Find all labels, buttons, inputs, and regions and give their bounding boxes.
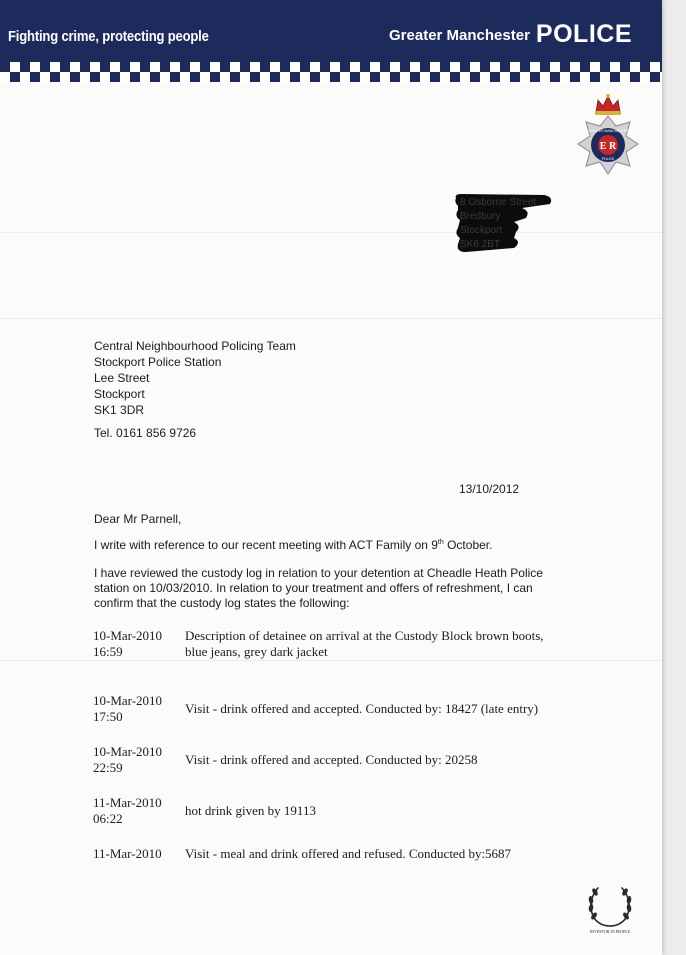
redacted-address-line-3: Stockport	[460, 225, 503, 236]
checker-square	[10, 72, 20, 82]
checker-square	[350, 72, 360, 82]
checker-square	[130, 72, 140, 82]
redacted-address-line-4: SK6 2BT	[460, 239, 501, 250]
paper-fold	[0, 232, 662, 233]
checker-square	[540, 62, 550, 72]
log-entry-description	[185, 752, 477, 768]
checker-square	[240, 62, 250, 72]
checker-square	[110, 72, 120, 82]
checker-square	[450, 72, 460, 82]
sender-telephone: Tel. 0161 856 9726	[94, 426, 197, 440]
checker-square	[180, 62, 190, 72]
checker-square	[90, 72, 100, 82]
checker-square	[100, 62, 110, 72]
crest-monogram: E R	[599, 141, 617, 152]
checker-square	[480, 62, 490, 72]
checker-square	[510, 72, 520, 82]
log-entry-line: Visit - drink offered and accepted. Conducted by: 20258	[185, 752, 478, 767]
checker-square	[420, 62, 430, 72]
sender-address-line: Stockport	[94, 387, 145, 401]
crest-text-top: GREATER MANCHESTER	[587, 129, 629, 133]
log-entry-description	[185, 846, 511, 862]
organisation-police: POLICE	[535, 20, 632, 48]
ordinal-suffix: th	[437, 539, 444, 546]
log-entry-time: 17:50	[93, 709, 123, 724]
sender-address	[94, 338, 296, 418]
sender-address-line: Stockport Police Station	[94, 355, 222, 369]
log-entry-datetime	[93, 846, 162, 862]
redacted-address-line-2: Bredbury	[460, 211, 501, 222]
checker-square	[170, 72, 180, 82]
checker-square	[600, 62, 610, 72]
checker-square	[230, 72, 240, 82]
checker-square	[610, 72, 620, 82]
log-entry-description	[185, 701, 538, 717]
paragraph-text: October.	[443, 538, 493, 552]
checker-square	[390, 72, 400, 82]
log-entry-time: 16:59	[93, 644, 123, 659]
log-entry-time: 22:59	[93, 760, 123, 775]
checker-square	[370, 72, 380, 82]
checker-square	[520, 62, 530, 72]
log-entry-line: Description of detainee on arrival at the Custody Block brown boots,	[185, 628, 544, 643]
checker-square	[400, 62, 410, 72]
checker-square	[410, 72, 420, 82]
checker-square	[50, 72, 60, 82]
checker-square	[460, 62, 470, 72]
log-entry-time: 06:22	[93, 811, 123, 826]
checker-square	[40, 62, 50, 72]
sender-address-line: SK1 3DR	[94, 403, 145, 417]
checker-square	[590, 72, 600, 82]
log-entry-line: hot drink given by 19113	[185, 803, 316, 818]
log-entry-date: 11-Mar-2010	[93, 846, 162, 861]
checker-square	[280, 62, 290, 72]
log-entry-description	[185, 803, 316, 819]
checker-square	[650, 72, 660, 82]
investor-in-people-text: INVESTOR IN PEOPLE	[589, 929, 631, 934]
checker-square	[200, 62, 210, 72]
bleed-through-text	[120, 120, 123, 132]
checker-square	[660, 62, 662, 72]
checker-square	[150, 72, 160, 82]
gmp-star-badge-icon	[572, 92, 644, 184]
checker-square	[470, 72, 480, 82]
checker-square	[140, 62, 150, 72]
paper-fold	[0, 660, 662, 661]
checker-square	[290, 72, 300, 82]
checkered-band	[0, 62, 662, 82]
checker-square	[20, 62, 30, 72]
checker-square	[190, 72, 200, 82]
checker-square	[620, 62, 630, 72]
organisation-name	[389, 20, 632, 49]
log-entry-datetime	[93, 744, 162, 776]
checker-square	[380, 62, 390, 72]
checker-square	[60, 62, 70, 72]
letterhead-banner	[0, 0, 662, 62]
checker-square	[530, 72, 540, 82]
paragraph-custody-review: I have reviewed the custody log in relation to your detention at Cheadle Heath Police station on 10/03/2010. In relation to your treatment and offers of refreshment, I can confirm that the custody log states the following:	[94, 566, 543, 610]
log-entry-date: 11-Mar-2010	[93, 795, 162, 810]
checker-square	[500, 62, 510, 72]
log-entry-datetime	[93, 795, 162, 827]
checker-square	[0, 62, 10, 72]
checker-square	[340, 62, 350, 72]
investor-in-people-wreath-icon	[578, 876, 642, 936]
checker-square	[250, 72, 260, 82]
checker-square	[360, 62, 370, 72]
checker-square	[330, 72, 340, 82]
checker-square	[490, 72, 500, 82]
paragraph-text: I write with reference to our recent meeting with ACT Family on 9	[94, 538, 438, 552]
log-entry-date: 10-Mar-2010	[93, 628, 163, 643]
checker-square	[430, 72, 440, 82]
checker-square	[70, 72, 80, 82]
log-entry-description	[185, 628, 544, 660]
salutation: Dear Mr Parnell,	[94, 512, 182, 526]
checker-square	[220, 62, 230, 72]
checker-square	[260, 62, 270, 72]
redacted-address-line-1: 8 Osborne Street	[460, 197, 537, 208]
log-entry-date: 10-Mar-2010	[93, 693, 163, 708]
paper-fold	[0, 318, 662, 319]
checker-square	[120, 62, 130, 72]
checker-square	[210, 72, 220, 82]
checker-square	[310, 72, 320, 82]
log-entry-date: 10-Mar-2010	[93, 744, 163, 759]
checker-square	[440, 62, 450, 72]
log-entry-line: Visit - meal and drink offered and refused. Conducted by:5687	[185, 846, 512, 861]
checker-square	[30, 72, 40, 82]
checker-square	[570, 72, 580, 82]
redacted-recipient-address	[452, 192, 556, 254]
checker-square	[270, 72, 280, 82]
checker-square	[580, 62, 590, 72]
checker-square	[320, 62, 330, 72]
log-entry-datetime	[93, 628, 162, 660]
letter-date: 13/10/2012	[459, 482, 520, 496]
log-entry-line: Visit - drink offered and accepted. Conducted by: 18427 (late entry)	[185, 701, 539, 716]
checker-square	[160, 62, 170, 72]
sender-address-line: Lee Street	[94, 371, 150, 385]
sender-address-line: Central Neighbourhood Policing Team	[94, 339, 296, 353]
checker-square	[630, 72, 640, 82]
paragraph-meeting-reference	[94, 538, 492, 552]
log-entry-line: blue jeans, grey dark jacket	[185, 644, 328, 659]
organisation-region: Greater Manchester	[389, 27, 530, 44]
checker-square	[80, 62, 90, 72]
crest-text-bottom: POLICE	[601, 157, 615, 161]
checker-square	[640, 62, 650, 72]
checker-square	[300, 62, 310, 72]
checker-square	[560, 62, 570, 72]
slogan: Fighting crime, protecting people	[8, 29, 209, 45]
checker-square	[550, 72, 560, 82]
log-entry-datetime	[93, 693, 162, 725]
